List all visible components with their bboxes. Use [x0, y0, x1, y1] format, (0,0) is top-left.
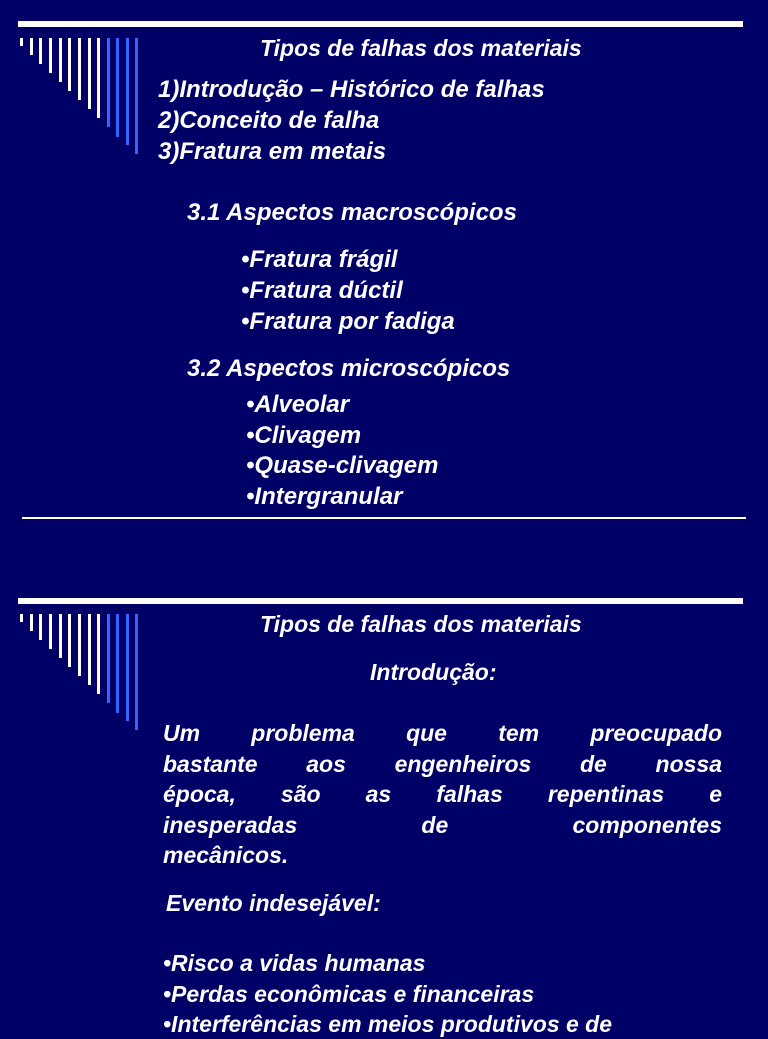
event-bullet-1: •Risco a vidas humanas: [163, 950, 426, 976]
section-32-bullet-1: •Alveolar: [246, 391, 350, 418]
slide1-title: Tipos de falhas dos materiais: [260, 35, 582, 61]
slide1-item-3: 3)Fratura em metais: [158, 138, 387, 165]
slide2-title: Tipos de falhas dos materiais: [260, 611, 582, 637]
paragraph-line: mecânicos.: [163, 842, 289, 868]
paragraph-line: Um problema que tem preocupado: [163, 720, 722, 746]
section-32-bullet-3: •Quase-clivagem: [246, 452, 439, 479]
section-31-bullet-1: •Fratura frágil: [241, 246, 398, 273]
event-heading: Evento indesejável:: [166, 890, 381, 916]
section-31-bullet-3: •Fratura por fadiga: [241, 308, 455, 335]
slide2-subtitle: Introdução:: [370, 659, 497, 685]
top-rule: [18, 598, 743, 604]
section-32-bullet-2: •Clivagem: [246, 422, 362, 449]
paragraph-line: época, são as falhas repentinas e: [163, 781, 722, 807]
event-bullet-2: •Perdas econômicas e financeiras: [163, 981, 535, 1007]
event-bullet-3: •Interferências em meios produtivos e de: [163, 1011, 613, 1037]
section-31-heading: 3.1 Aspectos macroscópicos: [187, 199, 517, 226]
section-32-heading: 3.2 Aspectos microscópicos: [187, 355, 511, 382]
paragraph-line: bastante aos engenheiros de nossa: [163, 750, 722, 777]
section-32-bullet-4: •Intergranular: [246, 483, 403, 510]
top-rule: [18, 21, 743, 27]
slide1-item-2: 2)Conceito de falha: [158, 107, 380, 134]
bottom-rule: [22, 517, 746, 519]
section-31-bullet-2: •Fratura dúctil: [241, 277, 403, 304]
intro-paragraph: [163, 718, 722, 871]
slide1-item-1: 1)Introdução – Histórico de falhas: [158, 76, 545, 103]
paragraph-line: inesperadas de componentes: [163, 811, 722, 838]
